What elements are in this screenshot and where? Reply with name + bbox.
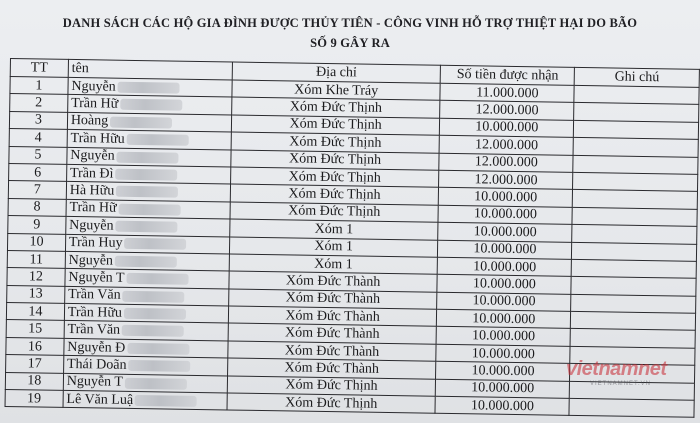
cell-amount: 12.000.000 — [439, 170, 573, 189]
watermark-text: vietnamnet — [566, 358, 667, 380]
redacted-name-blur — [135, 395, 197, 407]
cell-address: Xóm Đức Thịnh — [227, 393, 436, 414]
cell-amount: 10.000.000 — [438, 222, 572, 241]
cell-address: Xóm Đức Thành — [228, 306, 437, 327]
cell-amount: 12.000.000 — [439, 153, 573, 172]
cell-address: Xóm 1 — [230, 219, 439, 240]
cell-note — [571, 294, 696, 313]
cell-address: Xóm Đức Thành — [228, 341, 437, 362]
cell-amount: 10.000.000 — [438, 240, 572, 259]
cell-tt: 16 — [6, 337, 64, 355]
cell-address: Xóm Đức Thành — [227, 358, 436, 379]
cell-amount: 10.000.000 — [436, 361, 570, 380]
recipient-name: Trần Văn — [67, 322, 121, 338]
cell-amount: 10.000.000 — [437, 257, 571, 276]
cell-amount: 10.000.000 — [437, 309, 571, 328]
recipient-name: Lê Văn Luậ — [66, 391, 134, 408]
recipient-name: Thái Doãn — [66, 356, 127, 373]
cell-tt: 7 — [8, 181, 66, 199]
redacted-name-blur — [124, 308, 186, 320]
cell-amount: 10.000.000 — [438, 205, 572, 224]
cell-amount: 10.000.000 — [440, 118, 574, 137]
recipient-name: Nguyễn — [68, 252, 114, 269]
recipient-name: Trần Văn — [68, 287, 121, 304]
redacted-name-blur — [128, 360, 190, 372]
recipient-name: Trần Đì — [69, 165, 114, 182]
cell-note — [573, 172, 698, 191]
redacted-name-blur — [116, 186, 178, 198]
cell-tt: 8 — [8, 198, 66, 216]
header-address: Địa chỉ — [232, 62, 441, 83]
redacted-name-blur — [127, 343, 189, 355]
cell-amount: 12.000.000 — [439, 135, 573, 154]
watermark-logo — [566, 358, 667, 387]
cell-tt: 1 — [10, 77, 68, 95]
cell-tt: 15 — [6, 320, 64, 338]
cell-address: Xóm Đức Thịnh — [231, 150, 440, 171]
cell-address: Xóm 1 — [229, 254, 438, 275]
cell-address: Xóm Đức Thành — [229, 271, 438, 292]
cell-note — [573, 190, 698, 209]
cell-tt: 4 — [9, 129, 67, 147]
cell-address: Xóm Khe Tráy — [232, 80, 441, 101]
cell-tt: 13 — [7, 285, 65, 303]
recipient-name: Trần Hữu — [70, 130, 125, 147]
cell-amount: 11.000.000 — [440, 83, 574, 102]
redacted-name-blur — [118, 82, 180, 94]
header-note: Ghi chú — [575, 67, 700, 87]
recipient-name: Nguyễn — [70, 148, 115, 164]
cell-amount: 10.000.000 — [436, 327, 570, 346]
cell-amount: 10.000.000 — [439, 188, 573, 207]
recipient-name: Nguyễn Đ — [67, 339, 126, 356]
cell-address: Xóm 1 — [229, 236, 438, 257]
document-subtitle: SỐ 9 GÂY RA — [310, 36, 390, 50]
cell-address: Xóm Đức Thịnh — [230, 184, 439, 205]
header-name: tên — [68, 59, 232, 80]
cell-note — [572, 207, 697, 226]
redacted-name-blur — [124, 238, 186, 250]
cell-note — [572, 259, 697, 278]
recipient-name: Nguyễn T — [68, 269, 125, 286]
cell-note — [571, 277, 696, 296]
cell-tt: 12 — [7, 268, 65, 286]
cell-tt: 14 — [6, 303, 64, 321]
cell-note — [570, 329, 695, 348]
cell-note — [574, 85, 699, 104]
cell-tt: 17 — [6, 355, 64, 373]
cell-name — [63, 390, 227, 410]
redacted-name-blur — [115, 169, 177, 181]
redacted-name-blur — [119, 203, 181, 215]
recipient-name: Hà Hữu — [69, 182, 115, 199]
cell-note — [572, 224, 697, 243]
cell-note — [572, 242, 697, 261]
recipient-name: Trần Huy — [68, 235, 123, 251]
cell-note — [571, 311, 696, 330]
recipient-name: Trần Hữu — [67, 304, 123, 321]
cell-address: Xóm Đức Thành — [228, 323, 437, 344]
cell-tt: 18 — [5, 372, 63, 390]
cell-address: Xóm Đức Thành — [229, 289, 438, 310]
cell-note — [574, 103, 699, 122]
cell-tt: 6 — [9, 163, 67, 181]
cell-amount: 10.000.000 — [437, 275, 571, 294]
recipient-name: Hoàng — [70, 113, 109, 130]
redacted-name-blur — [120, 99, 182, 111]
cell-address: Xóm Đức Thịnh — [231, 115, 440, 136]
recipient-name: Nguyễn T — [66, 374, 124, 391]
cell-tt: 2 — [10, 94, 68, 112]
cell-tt: 9 — [8, 216, 66, 234]
redacted-name-blur — [115, 256, 177, 268]
recipient-name: Trần Hữ — [71, 96, 119, 112]
cell-amount: 10.000.000 — [436, 379, 570, 398]
cell-address: Xóm Đức Thịnh — [230, 202, 439, 223]
redacted-name-blur — [117, 151, 179, 163]
cell-address: Xóm Đức Thịnh — [232, 97, 441, 118]
redacted-name-blur — [115, 221, 177, 233]
cell-address: Xóm Đức Thịnh — [227, 376, 436, 397]
cell-address: Xóm Đức Thịnh — [231, 132, 440, 153]
recipient-name: Nguyễn — [69, 217, 114, 234]
cell-tt: 19 — [5, 389, 63, 407]
redacted-name-blur — [125, 377, 187, 389]
cell-tt: 10 — [7, 233, 65, 251]
cell-amount: 10.000.000 — [435, 396, 569, 415]
cell-address: Xóm Đức Thịnh — [230, 167, 439, 188]
recipient-name: Trần Hữ — [69, 200, 117, 217]
cell-tt: 11 — [7, 250, 65, 268]
redacted-name-blur — [110, 116, 172, 128]
cell-note — [573, 155, 698, 174]
cell-amount: 10.000.000 — [436, 344, 570, 363]
cell-note — [574, 120, 699, 139]
cell-amount: 10.000.000 — [437, 292, 571, 311]
recipient-name: Nguyễn — [71, 78, 116, 95]
redacted-name-blur — [122, 325, 184, 337]
header-tt: TT — [10, 59, 68, 78]
watermark-subtext: VIETNAMNET.VN — [590, 381, 652, 387]
cell-tt: 3 — [9, 111, 67, 129]
document-title: DANH SÁCH CÁC HỘ GIA ĐÌNH ĐƯỢC THỦY TIÊN - CÔNG VINH HỖ TRỢ THIỆT HẠI DO BÃO — [62, 16, 638, 30]
cell-amount: 12.000.000 — [440, 101, 574, 120]
redacted-name-blur — [127, 134, 189, 146]
header-amount: Số tiền được nhận — [440, 65, 574, 85]
cell-tt: 5 — [9, 146, 67, 164]
cell-note — [573, 138, 698, 157]
redacted-name-blur — [123, 290, 185, 302]
redacted-name-blur — [126, 273, 188, 285]
cell-note — [569, 398, 694, 417]
